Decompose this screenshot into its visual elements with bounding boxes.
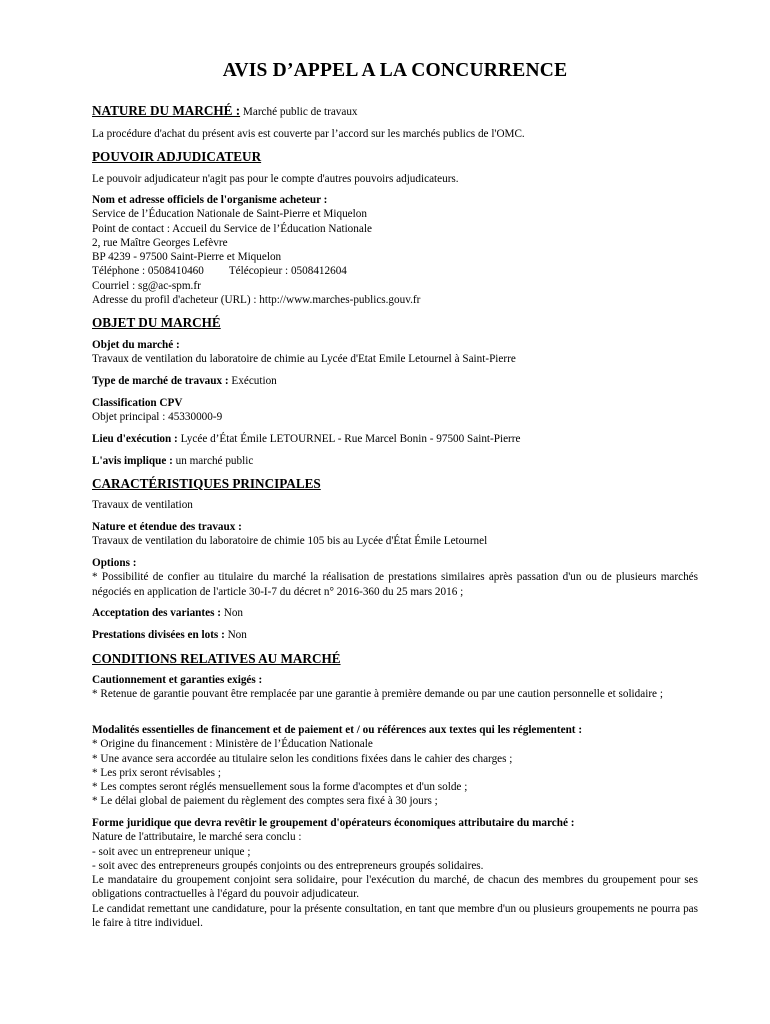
caracteristiques-section bbox=[92, 476, 698, 491]
forme-block bbox=[92, 816, 698, 930]
acheteur-phone-line: Téléphone : 0508410460 Télécopieur : 0508412604 bbox=[92, 265, 347, 278]
caracteristiques-intro: Travaux de ventilation bbox=[92, 499, 193, 511]
type-value: Exécution bbox=[228, 375, 277, 387]
modalites-label: Modalités essentielles de financement et de paiement et / ou références aux textes qui les réglementent : bbox=[92, 724, 583, 736]
modalites-line: * Les prix seront révisables ; bbox=[92, 766, 221, 779]
cpv-value: Objet principal : 45330000-9 bbox=[92, 411, 223, 424]
forme-line: - soit avec des entrepreneurs groupés conjoints ou des entrepreneurs groupés solidaires. bbox=[92, 859, 484, 872]
modalites-line: * Le délai global de paiement du règlement des comptes sera fixé à 30 jours ; bbox=[92, 795, 438, 808]
nature-value: Marché public de travaux bbox=[240, 106, 358, 118]
lieu-value: Lycée d’État Émile LETOURNEL - Rue Marcel Bonin - 97500 Saint-Pierre bbox=[177, 433, 521, 445]
acheteur-email-line: Courriel : sg@ac-spm.fr bbox=[92, 279, 201, 292]
modalites-line: * Une avance sera accordée au titulaire selon les conditions fixées dans le cahier des charges ; bbox=[92, 752, 513, 765]
objet-heading: OBJET DU MARCHÉ bbox=[92, 315, 221, 330]
nature-travaux-block bbox=[92, 520, 698, 549]
nature-heading: NATURE DU MARCHÉ : bbox=[92, 103, 241, 118]
page-title: AVIS D’APPEL A LA CONCURRENCE bbox=[222, 60, 568, 81]
objet-label: Objet du marché : bbox=[92, 339, 180, 351]
caracteristiques-heading: CARACTÉRISTIQUES PRINCIPALES bbox=[92, 476, 321, 491]
pouvoir-section bbox=[92, 149, 698, 164]
conditions-section bbox=[92, 651, 698, 666]
pouvoir-note: Le pouvoir adjudicateur n'agit pas pour le compte d'autres pouvoirs adjudicateurs. bbox=[92, 173, 459, 185]
acheteur-line: BP 4239 - 97500 Saint-Pierre et Miquelon bbox=[92, 251, 282, 264]
nature-note-block bbox=[92, 127, 698, 141]
caracteristiques-intro-block bbox=[92, 498, 698, 512]
nature-section bbox=[92, 103, 698, 119]
avis-label: L'avis implique : bbox=[92, 455, 173, 467]
type-block bbox=[92, 374, 698, 388]
objet-value: Travaux de ventilation du laboratoire de chimie au Lycée d'Etat Emile Letournel à Saint-Pierre bbox=[92, 353, 516, 366]
conditions-heading: CONDITIONS RELATIVES AU MARCHÉ bbox=[92, 651, 341, 666]
forme-label: Forme juridique que devra revêtir le groupement d'opérateurs économiques attributaire du marché : bbox=[92, 817, 575, 829]
acheteur-url-line: Adresse du profil d'acheteur (URL) : http://www.marches-publics.gouv.fr bbox=[92, 294, 421, 307]
nature-note: La procédure d'achat du présent avis est couverte par l’accord sur les marchés publics de l'OMC. bbox=[92, 128, 525, 140]
acheteur-block bbox=[92, 193, 698, 307]
variantes-value: Non bbox=[220, 607, 244, 619]
options-value: * Possibilité de confier au titulaire du marché la réalisation de prestations similaires après passation d'un ou de plusieurs marchés négociés en application de l'article 30-I-7 du décret n° 2016-360 du 25 mars 2016 ; bbox=[92, 571, 698, 598]
pouvoir-note-block bbox=[92, 172, 698, 186]
options-label: Options : bbox=[92, 557, 137, 569]
acheteur-line: Point de contact : Accueil du Service de l’Éducation Nationale bbox=[92, 222, 372, 235]
acheteur-line: 2, rue Maître Georges Lefèvre bbox=[92, 236, 228, 249]
cpv-block bbox=[92, 396, 698, 425]
options-block bbox=[92, 556, 698, 599]
type-label: Type de marché de travaux : bbox=[92, 375, 229, 387]
objet-block bbox=[92, 338, 698, 367]
nature-travaux-label: Nature et étendue des travaux : bbox=[92, 521, 242, 533]
caution-label: Cautionnement et garanties exigés : bbox=[92, 674, 263, 686]
variantes-block bbox=[92, 606, 698, 620]
forme-paragraph: Le mandataire du groupement conjoint sera solidaire, pour l'exécution du marché, de chacun des membres du groupement pour ses obligations contractuelles à l'égard du pouvoir adjudicateur. bbox=[92, 874, 698, 901]
acheteur-label: Nom et adresse officiels de l'organisme acheteur : bbox=[92, 194, 328, 206]
modalites-line: * Les comptes seront réglés mensuellement sous la forme d'acomptes et d'un solde ; bbox=[92, 781, 468, 794]
lieu-label: Lieu d'exécution : bbox=[92, 433, 178, 445]
avis-block bbox=[92, 454, 698, 468]
forme-line: - soit avec un entrepreneur unique ; bbox=[92, 845, 251, 858]
acheteur-line: Service de l’Éducation Nationale de Saint-Pierre et Miquelon bbox=[92, 208, 367, 221]
avis-value: un marché public bbox=[172, 455, 254, 467]
caution-block bbox=[92, 673, 698, 702]
lots-value: Non bbox=[224, 629, 247, 641]
modalites-block bbox=[92, 723, 698, 809]
nature-travaux-value: Travaux de ventilation du laboratoire de chimie 105 bis au Lycée d'État Émile Letournel bbox=[92, 535, 488, 548]
cpv-label: Classification CPV bbox=[92, 397, 183, 409]
lots-label: Prestations divisées en lots : bbox=[92, 629, 225, 641]
forme-paragraph: Le candidat remettant une candidature, pour la présente consultation, en tant que membre d'un ou plusieurs groupements ne pourra pas le faire à titre individuel. bbox=[92, 902, 698, 930]
lieu-block bbox=[92, 432, 698, 446]
forme-line: Nature de l'attributaire, le marché sera conclu : bbox=[92, 831, 302, 844]
objet-section bbox=[92, 315, 698, 330]
modalites-line: * Origine du financement : Ministère de l’Éducation Nationale bbox=[92, 738, 373, 751]
lots-block bbox=[92, 628, 698, 642]
caution-value: * Retenue de garantie pouvant être remplacée par une garantie à première demande ou par une caution personnelle et solidaire ; bbox=[92, 688, 663, 701]
variantes-label: Acceptation des variantes : bbox=[92, 607, 221, 619]
pouvoir-heading: POUVOIR ADJUDICATEUR bbox=[92, 149, 262, 164]
